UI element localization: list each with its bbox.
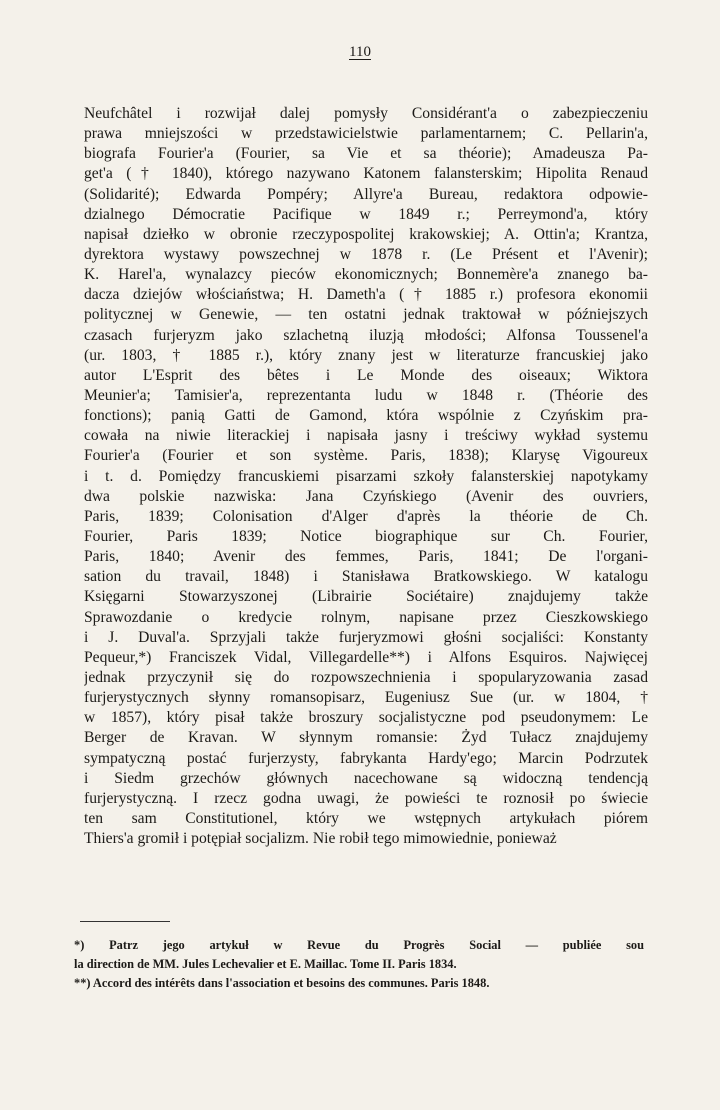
text-line: autor L'Esprit des bêtes i Le Monde des oiseaux; Wiktora (84, 366, 648, 384)
footnote-line: **) Accord des intérêts dans l'association et besoins des communes. Paris 1848. (74, 976, 490, 990)
text-line: biografa Fourier'a (Fourier, sa Vie et sa théorie); Amadeusza Pa- (84, 145, 648, 163)
text-line: ten sam Constitutionel, który we wstępnych artykułach piórem (84, 809, 648, 827)
footnotes (74, 936, 644, 993)
text-line: cowała na niwie literackiej i napisała jasny i treściwy wykład systemu (84, 427, 648, 445)
text-line: i J. Duval'a. Sprzyjali także furjeryzmowi głośni socjaliści: Konstanty (84, 628, 648, 646)
text-line: Księgarni Stowarzyszonej (Librairie Sociétaire) znajdujemy także (84, 588, 648, 606)
text-line: dyrektora wystawy powszechnej w 1878 r. (Le Présent et l'Avenir); (84, 245, 648, 263)
text-line: prawa mniejszości w przedstawicielstwie parlamentarnem; C. Pellarin'a, (84, 125, 648, 143)
text-line: dzialnego Démocratie Pacifique w 1849 r.; Perreymond'a, który (84, 205, 648, 223)
text-line: i t. d. Pomiędzy francuskiemi pisarzami szkoły falansterskiej napotykamy (84, 467, 648, 485)
text-line: furjerystycznych słynny romansopisarz, Eugeniusz Sue (ur. w 1804, † (84, 689, 648, 707)
text-line: Berger de Kravan. W słynnym romansie: Żyd Tułacz znajdujemy (84, 729, 648, 747)
text-line: w 1857), który pisał także broszury socjalistyczne pod pseudonymem: Le (84, 709, 648, 727)
text-line: Fourier'a (Fourier et son système. Paris, 1838); Klarysę Vigoureux (84, 447, 648, 465)
text-line: dwa polskie nazwiska: Jana Czyńskiego (Avenir des ouvriers, (84, 487, 648, 505)
text-line: dacza dziejów włościaństwa; H. Dameth'a († 1885 r.) profesora ekonomii (84, 286, 648, 304)
text-line: jednak przyczynił się do rozpowszechnienia i spopularyzowania zasad (84, 668, 648, 686)
text-line: Thiers'a gromił i potępiał socjalizm. Nie robił tego mimowiednie, ponieważ (84, 830, 557, 848)
text-line: fonctions); panią Gatti de Gamond, która wspólnie z Czyńskim pra- (84, 407, 648, 425)
text-line: napisał dziełko w obronie rzeczypospolitej krakowskiej; A. Ottin'a; Krantza, (84, 225, 648, 243)
text-line: furjerystyczną. I rzecz godna uwagi, że powieści te roznosił po świecie (84, 789, 648, 807)
text-line: politycznej w Genewie, — ten ostatni jednak traktował w późniejszych (84, 306, 648, 324)
page-number: 110 (349, 44, 371, 60)
text-line: K. Harel'a, wynalazcy pieców ekonomicznych; Bonnemère'a znanego ba- (84, 266, 648, 284)
footnote-line: *) Patrz jego artykuł w Revue du Progrès Social — publiée sou (74, 938, 644, 952)
text-line: Meunier'a; Tamisier'a, reprezentanta ludu w 1848 r. (Théorie des (84, 386, 648, 404)
text-line: Paris, 1839; Colonisation d'Alger d'après la théorie de Ch. (84, 507, 648, 525)
text-line: Sprawozdanie o kredycie rolnym, napisane przez Cieszkowskiego (84, 608, 648, 626)
text-line: Pequeur,*) Franciszek Vidal, Villegardelle**) i Alfons Esquiros. Najwięcej (84, 648, 648, 666)
text-line: Fourier, Paris 1839; Notice biographique sur Ch. Fourier, (84, 527, 648, 545)
text-line: sympatyczną postać furjerzysty, fabrykanta Hardy'ego; Marcin Podrzutek (84, 749, 648, 767)
text-line: (Solidarité); Edwarda Pompéry; Allyre'a Bureau, redaktora odpowie- (84, 185, 648, 203)
footnote-line: la direction de MM. Jules Lechevalier et E. Maillac. Tome II. Paris 1834. (74, 957, 457, 971)
text-line: get'a († 1840), którego nazywano Katonem falansterskim; Hipolita Renaud (84, 165, 648, 183)
text-line: Paris, 1840; Avenir des femmes, Paris, 1841; De l'organi- (84, 548, 648, 566)
text-line: Neufchâtel i rozwijał dalej pomysły Considérant'a o zabezpieczeniu (84, 105, 648, 122)
body-text (84, 104, 648, 849)
text-line: czasach furjeryzm jako szlachetną iluzją młodości; Alfonsa Toussenel'a (84, 326, 648, 344)
text-line: sation du travail, 1848) i Stanisława Bratkowskiego. W katalogu (84, 568, 648, 586)
footnote-separator (80, 921, 170, 922)
text-line: (ur. 1803, † 1885 r.), który znany jest w literaturze francuskiej jako (84, 346, 648, 364)
text-line: i Siedm grzechów głównych nacechowane są widoczną tendencją (84, 769, 648, 787)
